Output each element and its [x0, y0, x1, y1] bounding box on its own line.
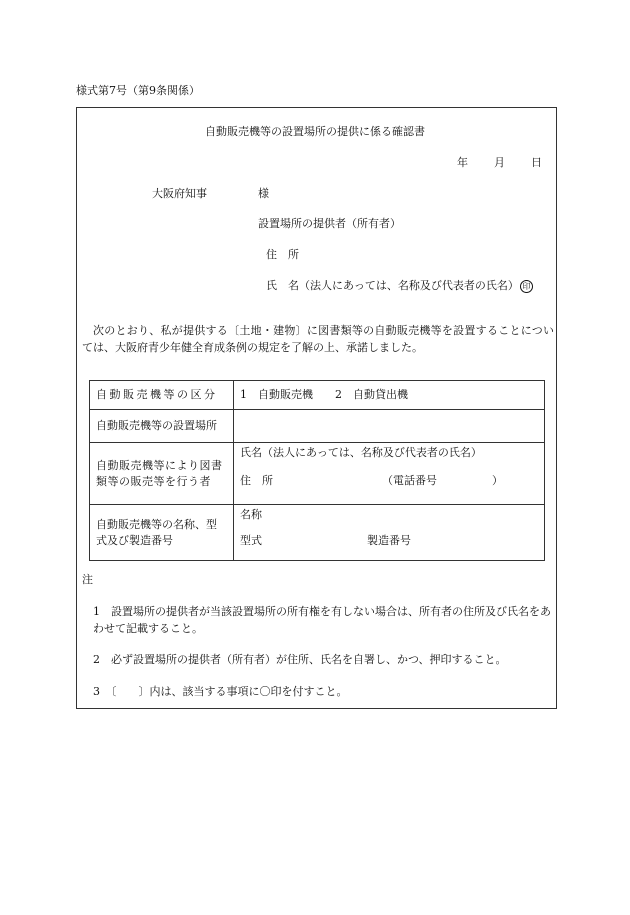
seller-address-label: 住 所 — [240, 474, 273, 487]
category-label: 自動販売機等の区分 — [90, 381, 234, 410]
details-table — [89, 380, 545, 561]
addressee-name: 大阪府知事 — [152, 187, 207, 200]
note-item-1: 1 設置場所の提供者が当該設置場所の所有権を有しない場合は、所有者の住所及び氏名をあわせて記載すること。 — [93, 605, 551, 635]
date-year-label: 年 — [457, 156, 468, 169]
machine-name-label: 名称 — [240, 508, 262, 521]
machine-serial-label: 製造番号 — [367, 534, 411, 547]
note-item-2: 2 必ず設置場所の提供者（所有者）が住所、氏名を自署し、かつ、押印すること。 — [93, 653, 507, 666]
seller-name-label: 氏名（法人にあっては、名称及び代表者の氏名） — [240, 446, 482, 459]
date-month-label: 月 — [494, 156, 505, 169]
provider-name-text: 氏 名（法人にあっては、名称及び代表者の氏名） — [266, 279, 519, 292]
provider-address-label: 住 所 — [266, 248, 299, 261]
category-value: 1 自動販売機 2 自動貸出機 — [234, 381, 545, 410]
table-row — [90, 410, 545, 443]
machine-label: 自動販売機等の名称、型式及び製造番号 — [90, 505, 234, 561]
provider-name-label — [266, 279, 533, 293]
form-number: 様式第7号（第9条関係） — [76, 84, 200, 97]
machine-model-label: 型式 — [240, 534, 262, 547]
seal-mark: 印 — [520, 280, 533, 293]
provider-heading: 設置場所の提供者（所有者） — [258, 217, 401, 230]
seller-label: 自動販売機等により図書類等の販売等を行う者 — [90, 443, 234, 505]
location-value — [234, 410, 545, 443]
seller-value — [234, 443, 545, 505]
table-row — [90, 381, 545, 410]
seller-phone-label: （電話番号 ） — [382, 474, 503, 487]
note-item-3: 3 〔 〕内は、該当する事項に〇印を付すこと。 — [93, 685, 348, 698]
table-row — [90, 505, 545, 561]
document-title: 自動販売機等の設置場所の提供に係る確認書 — [205, 125, 425, 138]
notes-heading: 注 — [82, 573, 93, 586]
addressee-honorific: 様 — [258, 187, 269, 200]
date-day-label: 日 — [531, 156, 542, 169]
machine-value — [234, 505, 545, 561]
table-row — [90, 443, 545, 505]
location-label: 自動販売機等の設置場所 — [90, 410, 234, 443]
consent-statement: 次のとおり、私が提供する〔土地・建物〕に図書類等の自動販売機等を設置することについては、大阪府青少年健全育成条例の規定を了解の上、承諾しました。 — [82, 324, 554, 354]
